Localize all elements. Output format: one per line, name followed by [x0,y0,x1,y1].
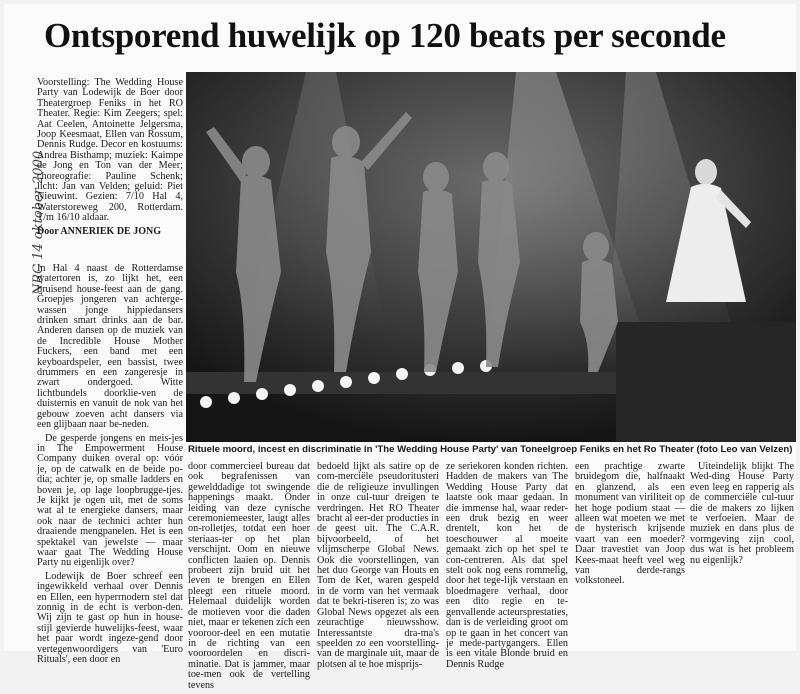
production-credits [37,78,183,240]
byline: Door ANNERIEK DE JONG [37,225,161,237]
article-column-3 [317,462,439,673]
article-column-1 [37,264,183,668]
paragraph: Lodewijk de Boer schreef een ingewikkeld verhaal over Dennis en Ellen, een hyperrnodern stel dat zonnig in de echt is verbon-den. Wij zijn te gast op hun in house-stijl gevierde huwelijks-feest, waar het paar wordt ingeze-gend door vertegenwoordigers van 'Euro Rituals', een door en [37,570,183,666]
photo-caption: Rituele moord, incest en discriminatie in 'The Wedding House Party' van Toneelgroep Feniks en het Ro Theater (foto Leo van Velzen) [188,444,793,455]
paragraph: door commercieel bureau dat ook begrafenissen van gewelddadige tot swingende happenings maakt. Onder leiding van deze cynische ceremoniemeester, laugt alles on-rolletjes, totdat een hoer steriaas-ter op het plan verschijnt. Oom en nieuwe conflicten laaien op. Dennis probeert zijn bruid uit het leven te brengen en Ellen pleegt een rituele moord. Helemaal duidelijk worden de motieven voor die daden niet, maar er tekenen zich een vooroor-deel en een mutatie in de richting van een vooroordelen en discri-minatie. Dat is jammer, maar toe-men ook de vertelling tevens [188,461,310,691]
paragraph: Uiteindelijk blijkt The Wed-ding House Party even leeg en rapperig als de commerciële cul-tuur die de makers zo lijken te verfoeien. Maar de muziek en dans plus de vormgeving zijn cool, dus wat is het probleem nu eigenlijk? [690,461,794,566]
headline: Ontsporend huwelijk op 120 beats per seconde [44,16,726,55]
article-column-5 [575,462,685,590]
article-column-4 [446,462,568,673]
newspaper-clipping [4,4,796,691]
paragraph: ze seriekoren konden richten. Hadden de makers van The Wedding House Party dat laatste ook maar gedaan. In die immense hal, waar reder-een druk bezig en weer drentelt, kon het de toeschouwer al moeite gemaakt zich op het spel te con-centreren. Als dat spel stelt ook nog eens rommelig, door het tege-lijk verstaan en bloedmagere verhaal, door een dito regie en te-genvallende acteursprestaties, dan is de verleiding groot om op te gaan in het concert van je mede-partygangers. Ellen is een vitale Blonde bruid en Dennis Rudge [446,461,568,670]
handwritten-date-note: NRC 14 oktober 2000 [31,150,46,295]
paragraph: De gesperde jongens en meis-jes in The Empowerment House Company duiken overal op: vóór je, op de catwalk en de beide po-dia; achter je, op smalle ladders en boven je, op lage loopbrugge-tjes. Je kijkt je ogen uit, met de soms wat al te energieke dansers, maar ook naar de technici achter hun draaiende mengpanelen. Het is een spektakel van jewelste — maar waar gaat The Wedding House Party nu eigenlijk over? [37,432,183,569]
paragraph: In Hal 4 naast de Rotterdamse watertoren is, zo lijkt het, een bruisend house-feest aan de gang. Groepjes jongeren van achterge-wassen jonge hippiedansers drinken smart drinks aan de bar. Anderen dansen op de muziek van de Incredible House Mother Fuckers, een band met een keyboardspeler, een bassist, twee drummers en een zangeresje in zwart ondergoed. Witte lichtbundels doorklie-ven de duisternis en vanuit de nok van het gebouw zoeven acht dansers via een glijbaan naar be-neden. [37,263,183,431]
article-column-6 [690,462,794,569]
article-column-2 [188,462,310,694]
stage-photo [186,72,796,442]
stage-photo-graphic [186,72,796,442]
credits-text: Voorstelling: The Wedding House Party van Lodewijk de Boer door Theatergroep Feniks in het RO Theater. Regie: Kim Zeegers; spel: Aat Ceelen, Antoinette Jelgersma, Joop Keesmaat, Ellen van Rossum, Dennis Rudge. Decor en kostuums: Andrea Bisthamp; muziek: Kaimpe de Jong en Ton van der Meer; choreografie: Pauline Schenk; licht: Jan van Velden; geluid: Piet Nieuwint. Gezien: 7/10 Hal 4, Waterstoreweg 200, Rotterdam. T/m 16/10 aldaar. [37,77,183,224]
paragraph: een prachtige zwarte bruidegom die, halfnaakt en glanzend, als een monument van viriliteit op het hoge podium staat — alleen wat moeten we met de hysterisch krijsende vaart van een moeder? Daar travestiet van Joop Kees-maat heeft veel weg van derde-rangs volkstoneel. [575,461,685,587]
paragraph: bedoeld lijkt als satire op de com-merciële pseudoritusteri die de religieuze invullingen in onze cul-tuur dreigen te verdringen. Het RO Theater bracht al eer-der producties in de geest uit. The C.A.R. bijvoorbeeld, of het vlijmscherpe Global News. Ook die voorstellingen, van het duo George van Houts en Tom de Ket, waren gespeld in de vorm van het vermaak dat te bekri-tiseren is; zo was Global News opgezet als een zeurachtige nieuwsshow. Interessantste dra-ma's speelden zo een voorstelling-van de marginale uit, maar de plotsen al te hoe misprijs- [317,461,439,670]
